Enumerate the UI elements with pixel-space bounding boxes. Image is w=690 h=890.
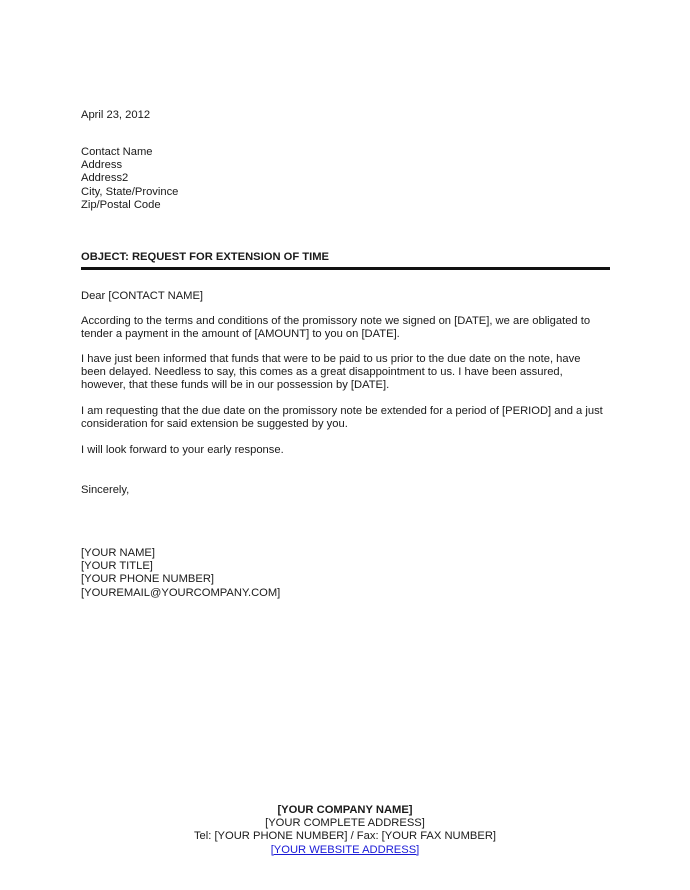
- paragraph-3-line-2: consideration for said extension be suggested by you.: [81, 418, 348, 431]
- paragraph-1-line-1: According to the terms and conditions of the promissory note we signed on [DATE], we are obligated to: [81, 315, 591, 327]
- recipient-address: Address: [81, 159, 123, 172]
- paragraph-2-line-1: I have just been informed that funds that were to be paid to us prior to the due date on the note, have: [81, 353, 581, 365]
- footer-contact: Tel: [YOUR PHONE NUMBER] / Fax: [YOUR FAX NUMBER]: [193, 830, 497, 843]
- signature-title: [YOUR TITLE]: [81, 560, 153, 573]
- subject-line: OBJECT: REQUEST FOR EXTENSION OF TIME: [81, 251, 330, 263]
- recipient-address2: Address2: [81, 172, 129, 185]
- paragraph-3: [81, 405, 603, 431]
- signature-name: [YOUR NAME]: [81, 547, 155, 559]
- signature-block: [81, 547, 280, 600]
- recipient-address-block: [81, 146, 178, 212]
- paragraph-4: I will look forward to your early response.: [81, 444, 284, 456]
- paragraph-1-line-2: tender a payment in the amount of [AMOUNT] to you on [DATE].: [81, 328, 400, 341]
- paragraph-2-line-3: however, that these funds will be in our possession by [DATE].: [81, 379, 390, 392]
- salutation: Dear [CONTACT NAME]: [81, 290, 204, 302]
- signature-email: [YOUREMAIL@YOURCOMPANY.COM]: [81, 586, 281, 599]
- recipient-name: Contact Name: [81, 146, 153, 158]
- recipient-zip: Zip/Postal Code: [81, 198, 161, 211]
- paragraph-1: [81, 315, 590, 341]
- letter-date: [81, 109, 150, 122]
- subject-divider: [81, 267, 610, 270]
- paragraph-3-line-1: I am requesting that the due date on the promissory note be extended for a period of [PERIOD] and a just: [81, 405, 603, 417]
- footer-company-name: [YOUR COMPANY NAME]: [277, 804, 413, 816]
- paragraph-2: [81, 353, 580, 393]
- footer-website-link[interactable]: [YOUR WEBSITE ADDRESS]: [270, 843, 420, 856]
- signature-phone: [YOUR PHONE NUMBER]: [81, 573, 215, 586]
- closing: Sincerely,: [81, 484, 130, 496]
- letter-footer: [0, 804, 690, 857]
- footer-address: [YOUR COMPLETE ADDRESS]: [265, 817, 425, 830]
- date-text: April 23, 2012: [81, 109, 151, 121]
- recipient-city: City, State/Province: [81, 185, 179, 198]
- paragraph-2-line-2: been delayed. Needless to say, this comes as a great disappointment to us. I have been assured,: [81, 366, 563, 379]
